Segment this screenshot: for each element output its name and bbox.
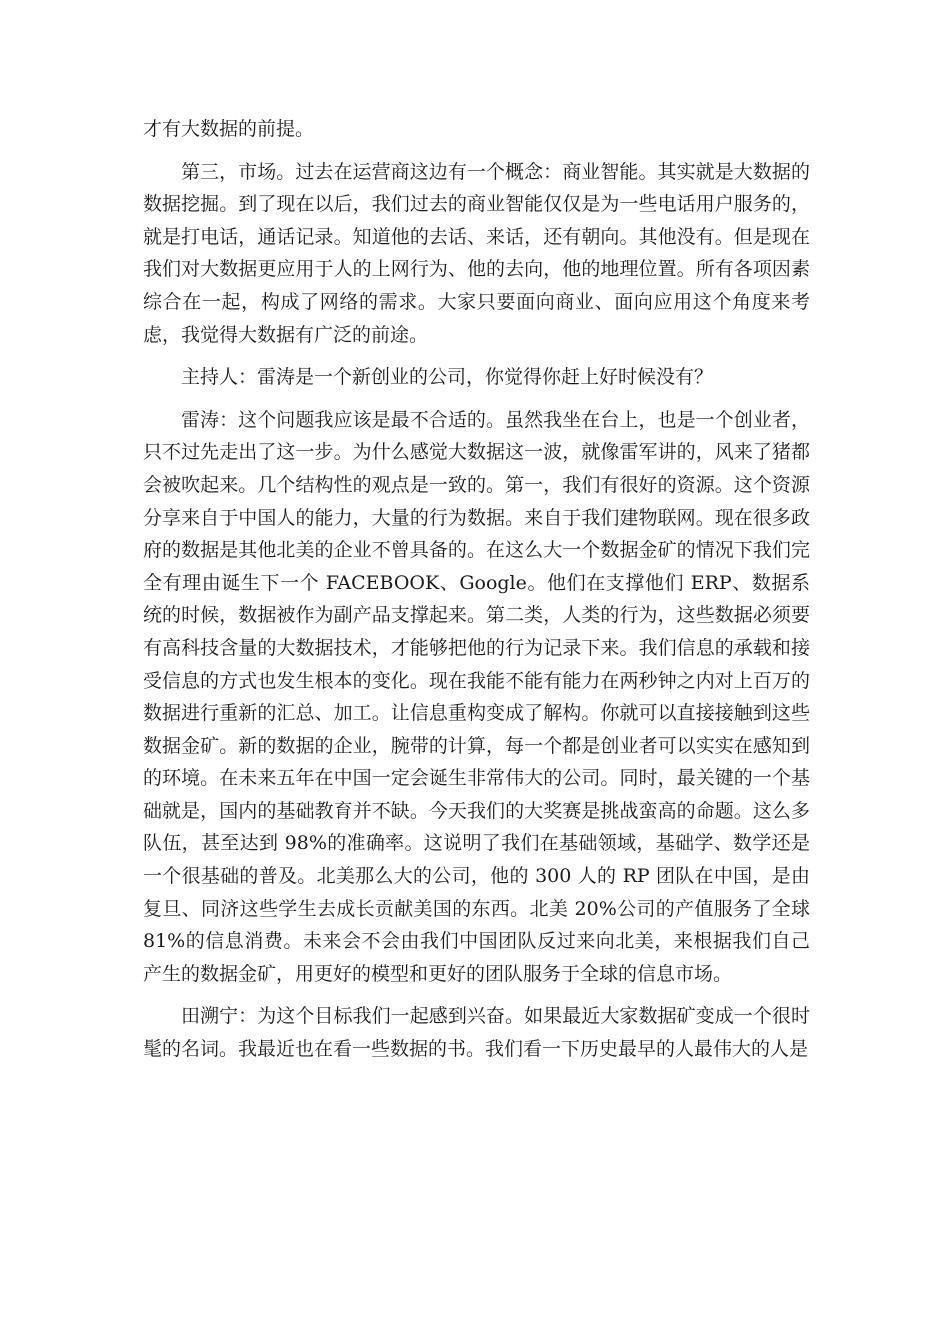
paragraph-continuation: 才有大数据的前提。 [143,118,315,140]
paragraph-tian-suning: 田溯宁：为这个目标我们一起感到兴奋。如果最近大家数据矿变成一个很时髦的名词。我最近也在看一些数据的书。我们看一下历史最早的人最伟大的人是 [143,1005,810,1061]
paragraph-host-question: 主持人：雷涛是一个新创业的公司，你觉得你赶上好时候没有？ [181,366,714,389]
paragraph-market: 第三，市场。过去在运营商这边有一个概念：商业智能。其实就是大数据的数据挖掘。到了现在以后，我们过去的商业智能仅仅是为一些电话用户服务的，就是打电话，通话记录。知道他的去话、来话，还有朝向。其他没有。但是现在我们对大数据更应用于人的上网行为、他的去向，他的地理位置。所有各项因素综合在一起，构成了网络的需求。大家只要面向商业、面向应用这个角度来考虑，我觉得大数据有广泛的前途。 [143,160,810,346]
paragraph-lei-tao-answer: 雷涛：这个问题我应该是最不合适的。虽然我坐在台上，也是一个创业者，只不过先走出了这一步。为什么感觉大数据这一波，就像雷军讲的，风来了猪都会被吹起来。几个结构性的观点是一致的。第一，我们有很好的资源。这个资源分享来自于中国人的能力，大量的行为数据。来自于我们建物联网。现在很多政府的数据是其他北美的企业不曾具备的。在这么大一个数据金矿的情况下我们完全有理由诞生下一个 FACEBOOK、Google。他们在支撑他们 ERP、数据系统的时候，数据被作为副产品支撑起来。第二类，人类的行为，这些数据必须要有高科技含量的大数据技术，才能够把他的行为记录下来。我们信息的承载和接受信息的方式也发生根本的变化。现在我能不能有能力在两秒钟之内对上百万的数据进行重新的汇总、加工。让信息重构变成了解构。你就可以直接接触到这些数据金矿。新的数据的企业，腕带的计算，每一个都是创业者可以实实在感知到的环境。在未来五年在中国一定会诞生非常伟大的公司。同时，最关键的一个基础就是，国内的基础教育并不缺。今天我们的大奖赛是挑战蛮高的命题。这么多队伍，甚至达到 98%的准确率。这说明了我们在基础领域，基础学、数学还是一个很基础的普及。北美那么大的公司，他的 300 人的 RP 团队在中国，是由复旦、同济这些学生去成长贡献美国的东西。北美 20%公司的产值服务了全球 81%的信息消费。未来会不会由我们中国团队反过来向北美，来根据我们自己产生的数据金矿，用更好的模型和更好的团队服务于全球的信息市场。 [143,408,810,985]
